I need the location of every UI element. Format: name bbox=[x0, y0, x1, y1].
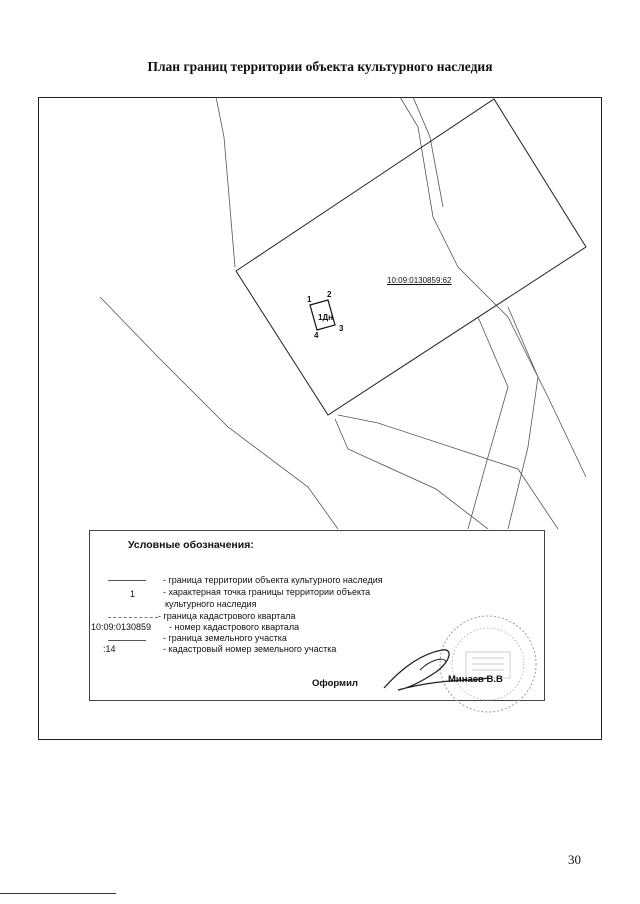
boundary-line bbox=[216, 97, 235, 267]
point-label: 3 bbox=[339, 324, 344, 333]
legend-text: культурного наследия bbox=[165, 599, 257, 609]
boundary-line bbox=[508, 307, 538, 529]
boundary-line bbox=[400, 97, 586, 477]
point-label: 4 bbox=[314, 331, 319, 340]
point-label: 1 bbox=[307, 295, 312, 304]
legend-text: - граница земельного участка bbox=[163, 633, 287, 643]
boundary-line bbox=[100, 297, 338, 529]
legend-symbol-quarter-number: 10:09:0130859 bbox=[91, 622, 152, 632]
page-title: План границ территории объекта культурного наследия bbox=[147, 59, 493, 74]
boundary-line bbox=[413, 97, 443, 207]
page-number: 30 bbox=[568, 852, 581, 867]
signatory-name: Минаев В.В bbox=[448, 674, 503, 685]
legend-symbol-plot-number: :14 bbox=[103, 644, 116, 654]
object-label: 1Дн bbox=[318, 313, 333, 322]
legend-title: Условные обозначения: bbox=[128, 539, 254, 551]
legend-symbol-quarter-boundary bbox=[108, 617, 158, 618]
boundary-line bbox=[338, 415, 558, 529]
point-label: 2 bbox=[327, 290, 332, 299]
legend-text: - кадастровый номер земельного участка bbox=[163, 644, 337, 654]
legend-text: - граница территории объекта культурного наследия bbox=[163, 575, 383, 585]
boundary-line bbox=[468, 317, 508, 529]
footnote-rule bbox=[0, 893, 116, 894]
boundary-line bbox=[335, 419, 488, 529]
legend-symbol-point: 1 bbox=[130, 589, 136, 599]
legend-symbol-heritage-boundary bbox=[108, 580, 146, 581]
legend-text: - номер кадастрового квартала bbox=[169, 622, 300, 632]
signature-label: Оформил bbox=[312, 678, 358, 689]
legend-symbol-plot-boundary bbox=[108, 640, 146, 641]
handwritten-signature bbox=[380, 640, 490, 700]
cadastral-number-label: 10:09:0130859:62 bbox=[387, 276, 452, 285]
legend-text: - граница кадастрового квартала bbox=[158, 611, 296, 621]
legend-text: - характерная точка границы территории объекта bbox=[163, 587, 371, 597]
